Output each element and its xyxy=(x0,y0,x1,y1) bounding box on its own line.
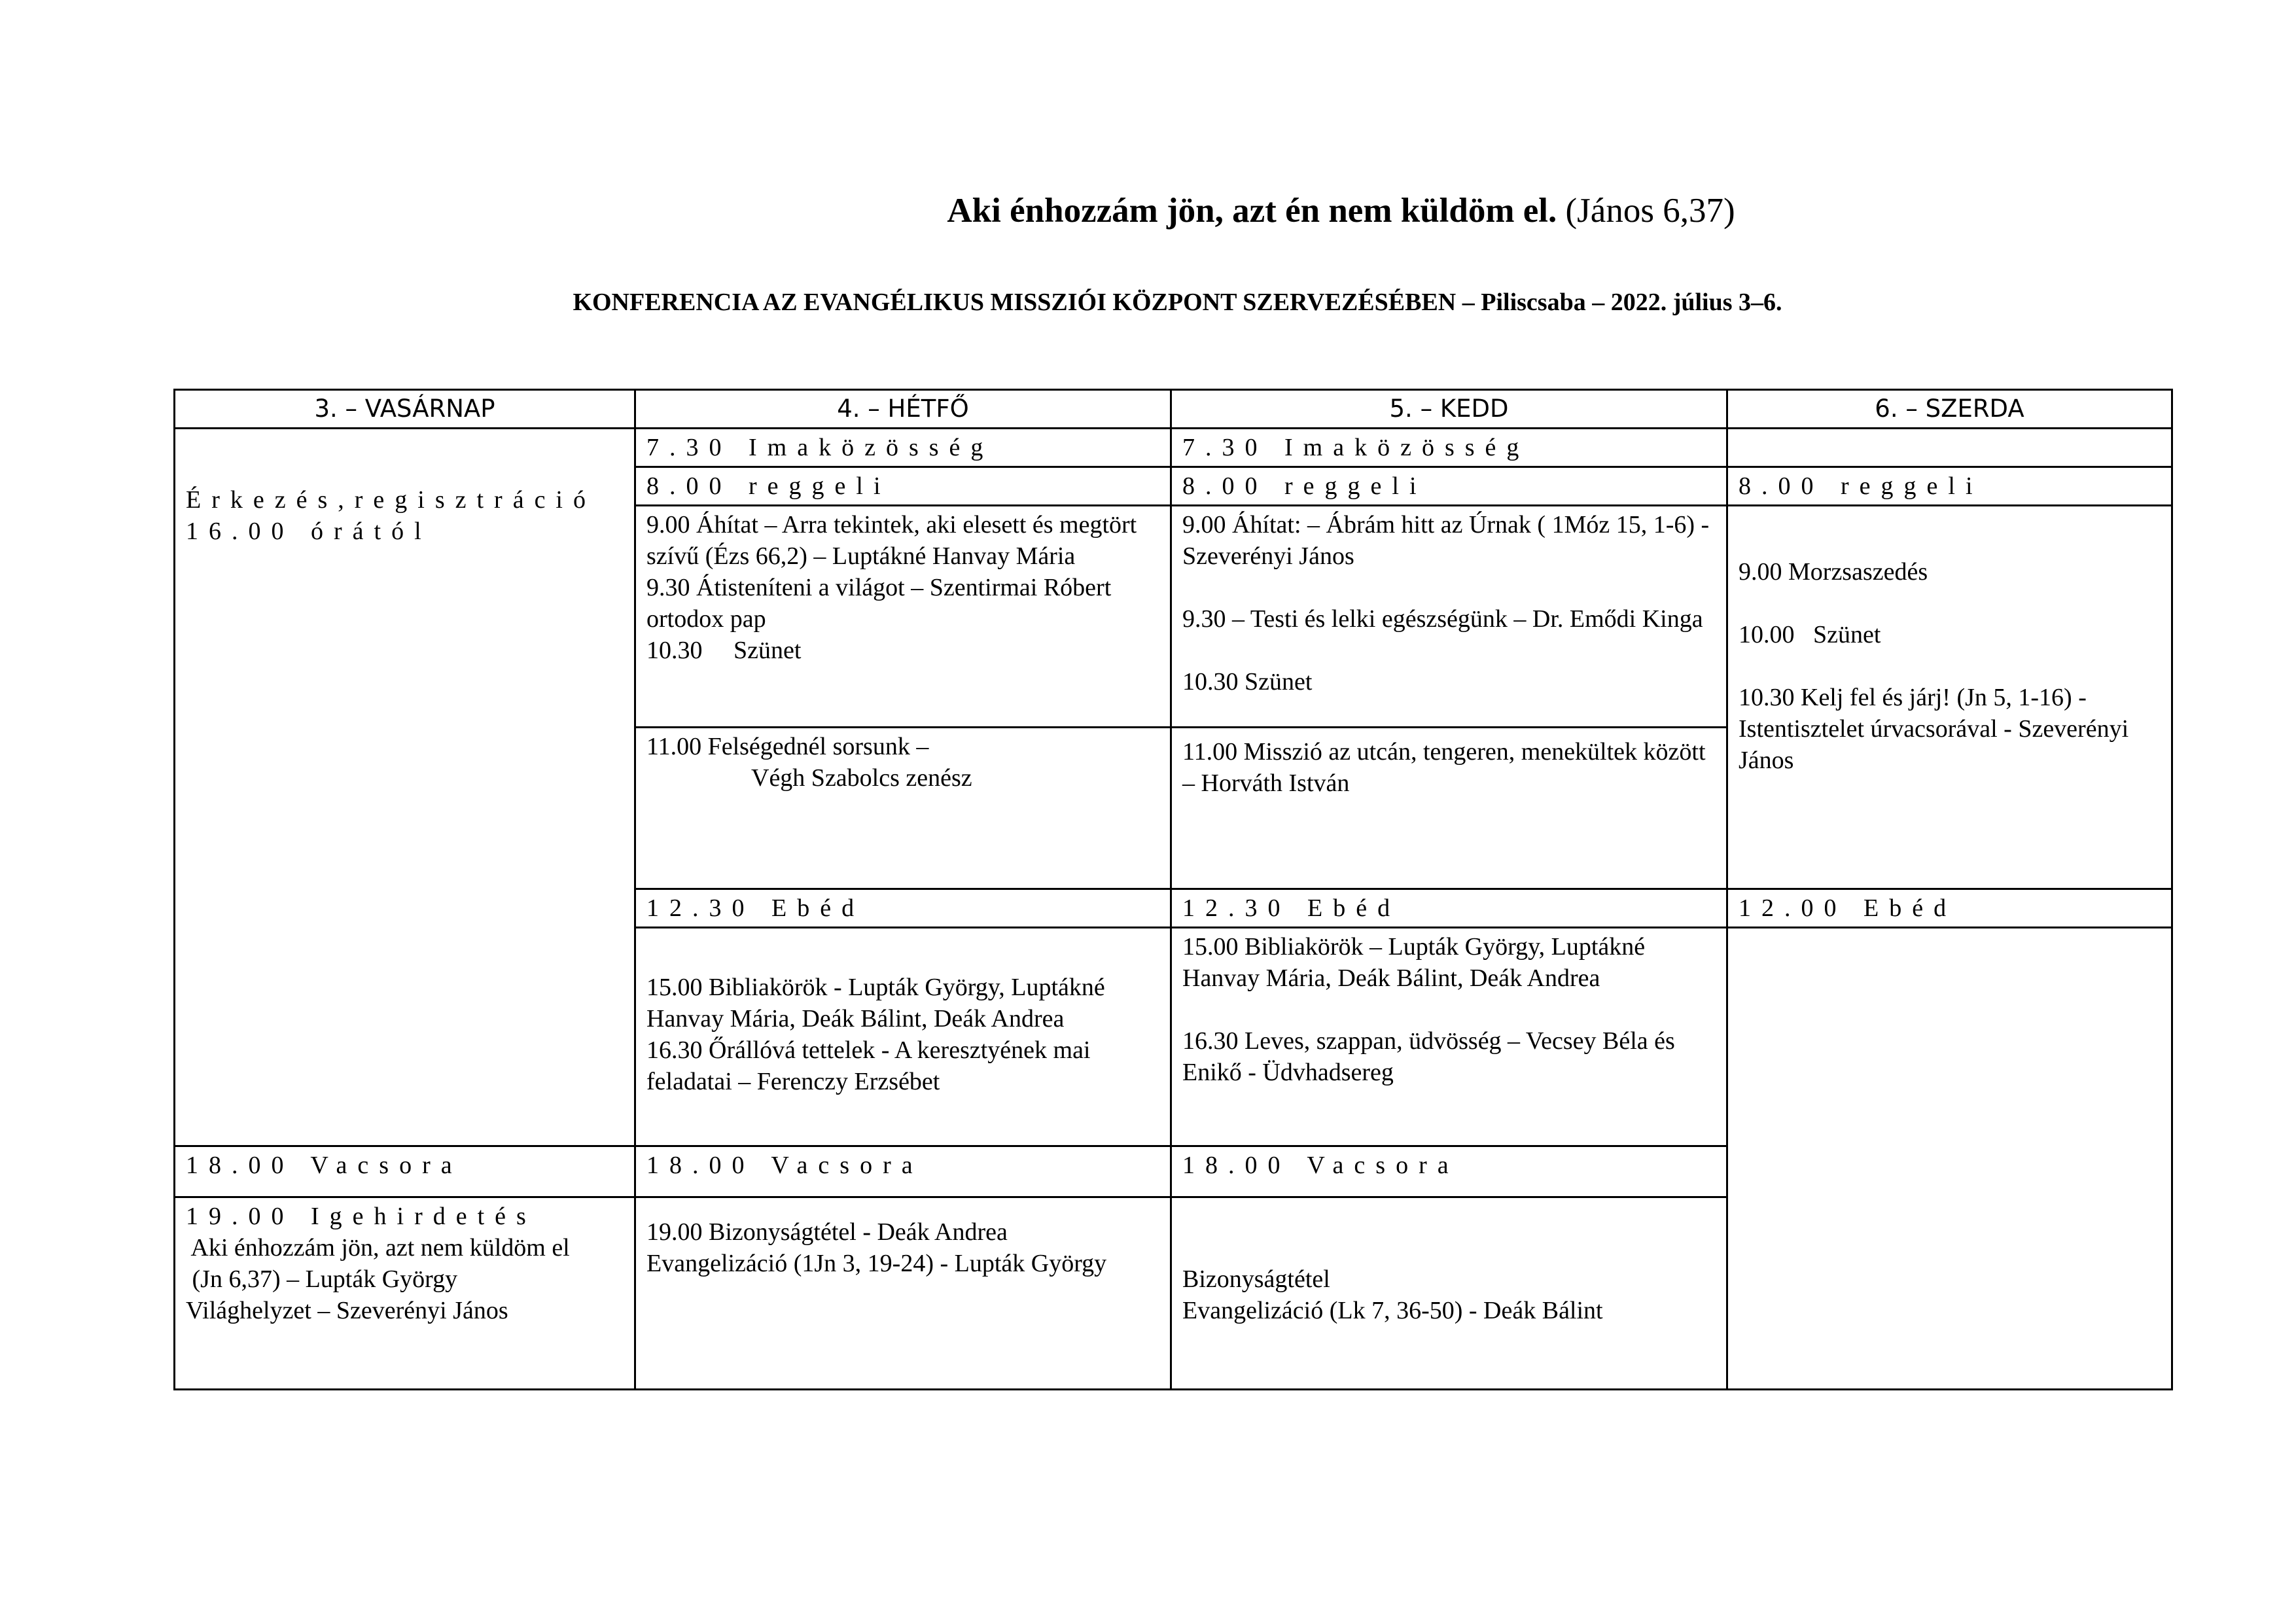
monday-breakfast: 8.00 reggeli xyxy=(635,467,1171,506)
day-header-tuesday: 5. – KEDD xyxy=(1171,390,1727,429)
tuesday-late-morning-talk: 11.00 Misszió az utcán, tengeren, menekültek között – Horváth István xyxy=(1182,738,1706,797)
tuesday-morning-cell xyxy=(1171,506,1727,728)
sunday-arrival-cell xyxy=(175,429,635,1146)
monday-late-morning-cell xyxy=(635,728,1171,889)
monday-late-morning-speaker: Végh Szabolcs zenész xyxy=(751,764,972,792)
tuesday-evening-testimony: Bizonyságtétel xyxy=(1182,1265,1330,1293)
schedule-table xyxy=(173,389,2173,1390)
wednesday-breakfast: 8.00 reggeli xyxy=(1727,467,2172,506)
sunday-dinner: 18.00 Vacsora xyxy=(175,1146,635,1197)
tuesday-morning-devotion: 9.00 Áhítat: – Ábrám hitt az Úrnak ( 1Móz 15, 1-6) - Szeverényi János xyxy=(1182,511,1710,570)
monday-morning-cell xyxy=(635,506,1171,728)
sunday-sermon-title: Aki énhozzám jön, azt nem küldöm el xyxy=(186,1234,570,1262)
sunday-sermon-speaker: (Jn 6,37) – Lupták György xyxy=(186,1265,458,1293)
monday-morning-break: 10.30 Szünet xyxy=(646,637,802,664)
wednesday-afternoon-empty xyxy=(1727,928,2172,1390)
day-header-wednesday: 6. – SZERDA xyxy=(1727,390,2172,429)
wednesday-lunch: 12.00 Ebéd xyxy=(1727,889,2172,928)
monday-afternoon-cell xyxy=(635,928,1171,1146)
tuesday-afternoon-cell xyxy=(1171,928,1727,1146)
table-header-row xyxy=(175,390,2172,429)
arrival-time: 16.00 órától xyxy=(186,518,432,545)
day-header-monday: 4. – HÉTFŐ xyxy=(635,390,1171,429)
monday-late-morning-title: 11.00 Felségednél sorsunk – xyxy=(646,733,929,760)
monday-dinner: 18.00 Vacsora xyxy=(635,1146,1171,1197)
monday-lunch: 12.30 Ebéd xyxy=(635,889,1171,928)
tuesday-late-morning-cell xyxy=(1171,728,1727,889)
tuesday-dinner: 18.00 Vacsora xyxy=(1171,1146,1727,1197)
wednesday-morning-service: 10.30 Kelj fel és járj! (Jn 5, 1-16) - Istentisztelet úrvacsorával - Szeverényi János xyxy=(1739,684,2129,774)
sunday-sermon-heading: 19.00 Igehirdetés xyxy=(186,1203,537,1230)
tuesday-morning-talk: 9.30 – Testi és lelki egészségünk – Dr. Emődi Kinga xyxy=(1182,605,1703,633)
monday-evening-evangelization: Evangelizáció (1Jn 3, 19-24) - Lupták György xyxy=(646,1250,1107,1277)
arrival-label: Érkezés,regisztráció xyxy=(186,486,596,514)
wednesday-morning-crumbs: 9.00 Morzsaszedés xyxy=(1739,558,1928,586)
tuesday-evening-cell xyxy=(1171,1197,1727,1390)
table-row xyxy=(175,429,2172,467)
monday-morning-devotion: 9.00 Áhítat – Arra tekintek, aki elesett és megtört szívű (Ézs 66,2) – Luptákné Hanvay Mária xyxy=(646,511,1137,570)
day-header-sunday: 3. – VASÁRNAP xyxy=(175,390,635,429)
wednesday-prayer-empty xyxy=(1727,429,2172,467)
monday-afternoon-talk: 16.30 Őrállóvá tettelek - A keresztyének mai feladatai – Ferenczy Erzsébet xyxy=(646,1036,1091,1095)
tuesday-morning-break: 10.30 Szünet xyxy=(1182,668,1313,696)
sunday-evening-cell xyxy=(175,1197,635,1390)
monday-morning-talk: 9.30 Átisteníteni a világot – Szentirmai Róbert ortodox pap xyxy=(646,574,1112,633)
wednesday-morning-cell xyxy=(1727,506,2172,889)
motto xyxy=(0,191,2296,230)
monday-evening-testimony: 19.00 Bizonyságtétel - Deák Andrea xyxy=(646,1218,1008,1246)
sunday-world-situation: Világhelyzet – Szeverényi János xyxy=(186,1297,508,1324)
tuesday-prayer: 7.30 Imaközösség xyxy=(1171,429,1727,467)
motto-reference: (János 6,37) xyxy=(1565,192,1735,230)
conference-subtitle: KONFERENCIA AZ EVANGÉLIKUS MISSZIÓI KÖZPONT SZERVEZÉSÉBEN – Piliscsaba – 2022. július 3–6. xyxy=(573,289,1782,316)
monday-prayer: 7.30 Imaközösség xyxy=(635,429,1171,467)
tuesday-afternoon-biblegroups: 15.00 Bibliakörök – Lupták György, Luptákné Hanvay Mária, Deák Bálint, Deák Andrea xyxy=(1182,933,1646,992)
motto-text: Aki énhozzám jön, azt én nem küldöm el. xyxy=(947,192,1557,230)
tuesday-evening-evangelization: Evangelizáció (Lk 7, 36-50) - Deák Bálint xyxy=(1182,1297,1603,1324)
monday-afternoon-biblegroups: 15.00 Bibliakörök - Lupták György, Luptákné Hanvay Mária, Deák Bálint, Deák Andrea xyxy=(646,974,1105,1033)
tuesday-lunch: 12.30 Ebéd xyxy=(1171,889,1727,928)
tuesday-afternoon-talk: 16.30 Leves, szappan, üdvösség – Vecsey Béla és Enikő - Üdvhadsereg xyxy=(1182,1027,1675,1086)
tuesday-breakfast: 8.00 reggeli xyxy=(1171,467,1727,506)
wednesday-morning-break: 10.00 Szünet xyxy=(1739,621,1881,648)
monday-evening-cell xyxy=(635,1197,1171,1390)
